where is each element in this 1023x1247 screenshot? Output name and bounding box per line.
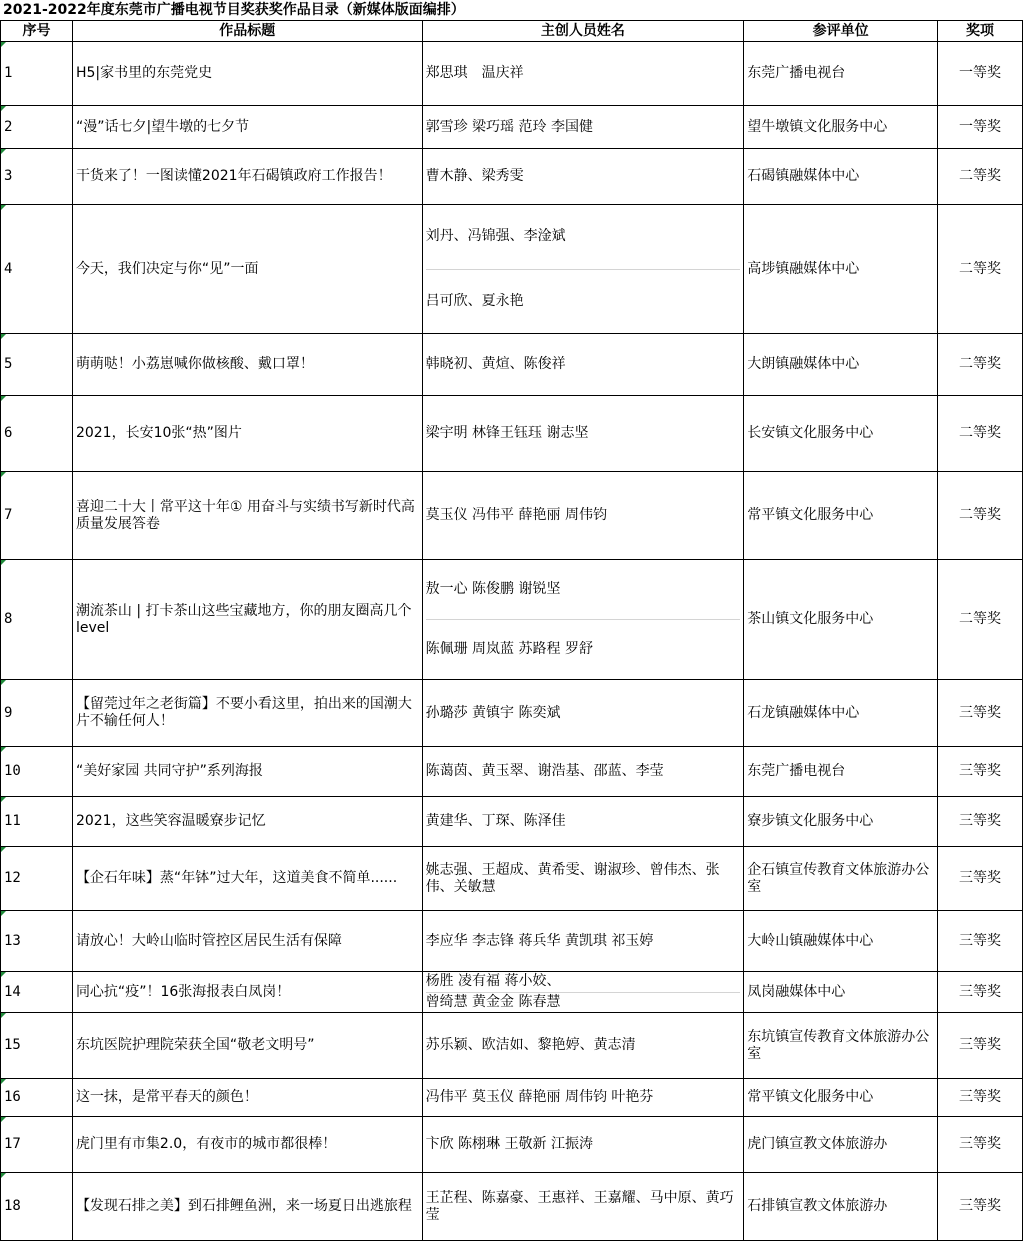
creator-group: 冯伟平 莫玉仪 薛艳丽 周伟钧 叶艳芬 — [425, 1089, 654, 1105]
cell-no: 13 — [1, 911, 73, 972]
creators-list — [426, 396, 741, 471]
cell-award: 一等奖 — [938, 42, 1023, 106]
cell-title: H5|家书里的东莞党史 — [72, 42, 422, 106]
creator-group: 陈蔼茵、黄玉翠、谢浩基、邵蓝、李莹 — [425, 763, 664, 779]
cell-unit: 大朗镇融媒体中心 — [744, 334, 938, 396]
table-body — [1, 42, 1023, 1241]
creator-group: 郭雪珍 梁巧瑶 范玲 李国健 — [425, 118, 593, 135]
creators-list — [426, 847, 741, 910]
cell-creators — [422, 972, 744, 1013]
cell-creators — [422, 106, 744, 149]
creators-list — [426, 1173, 741, 1240]
cell-award: 三等奖 — [938, 1013, 1023, 1079]
cell-title: 2021，长安10张“热”图片 — [72, 396, 422, 472]
cell-award: 三等奖 — [938, 797, 1023, 847]
cell-unit: 望牛墩镇文化服务中心 — [744, 106, 938, 149]
cell-award: 二等奖 — [938, 149, 1023, 205]
cell-no: 7 — [1, 472, 73, 560]
cell-unit: 常平镇文化服务中心 — [744, 1079, 938, 1117]
cell-unit: 高埗镇融媒体中心 — [744, 205, 938, 334]
cell-award: 三等奖 — [938, 972, 1023, 1013]
cell-no: 17 — [1, 1117, 73, 1173]
cell-no: 11 — [1, 797, 73, 847]
table-row — [1, 1079, 1023, 1117]
cell-unit: 企石镇宣传教育文体旅游办公室 — [744, 847, 938, 911]
table-row — [1, 106, 1023, 149]
creators-list — [426, 334, 741, 395]
table-row — [1, 396, 1023, 472]
creator-group: 曹木静、梁秀雯 — [425, 168, 524, 184]
cell-unit: 大岭山镇融媒体中心 — [744, 911, 938, 972]
cell-unit: 东莞广播电视台 — [744, 42, 938, 106]
creators-list — [426, 1013, 741, 1078]
cell-creators — [422, 747, 744, 797]
creator-group: 陈佩珊 周岚蓝 苏路程 罗舒 — [426, 619, 741, 679]
table-row — [1, 797, 1023, 847]
cell-creators — [422, 1173, 744, 1241]
table-row — [1, 205, 1023, 334]
creators-list — [426, 747, 741, 796]
cell-unit: 虎门镇宣教文体旅游办 — [744, 1117, 938, 1173]
cell-no: 1 — [1, 42, 73, 106]
cell-unit: 长安镇文化服务中心 — [744, 396, 938, 472]
cell-title: 萌萌哒！小荔崽喊你做核酸、戴口罩！ — [72, 334, 422, 396]
cell-creators — [422, 334, 744, 396]
cell-award: 三等奖 — [938, 911, 1023, 972]
cell-title: 喜迎二十大丨常平这十年① 用奋斗与实绩书写新时代高质量发展答卷 — [72, 472, 422, 560]
creator-group: 莫玉仪 冯伟平 薛艳丽 周伟钧 — [425, 507, 607, 523]
cell-unit: 石龙镇融媒体中心 — [744, 680, 938, 747]
creators-list — [426, 680, 741, 746]
table-row — [1, 1173, 1023, 1241]
table-row — [1, 334, 1023, 396]
creator-group: 杨胜 凌有福 蒋小姣、 — [425, 973, 561, 990]
cell-award: 三等奖 — [938, 847, 1023, 911]
cell-no: 14 — [1, 972, 73, 1013]
creator-group: 郑思琪 温庆祥 — [425, 65, 524, 81]
table-row — [1, 472, 1023, 560]
creators-list — [426, 1079, 741, 1116]
header-no: 序号 — [1, 21, 73, 42]
cell-creators — [422, 797, 744, 847]
table-row — [1, 560, 1023, 680]
creator-group: 王芷程、陈嘉豪、王惠祥、王嘉耀、马中原、黄巧莹 — [425, 1189, 734, 1223]
cell-unit: 凤岗融媒体中心 — [744, 972, 938, 1013]
cell-title: 2021，这些笑容温暖寮步记忆 — [72, 797, 422, 847]
cell-title: “美好家园 共同守护”系列海报 — [72, 747, 422, 797]
cell-no: 12 — [1, 847, 73, 911]
cell-no: 15 — [1, 1013, 73, 1079]
cell-creators — [422, 396, 744, 472]
cell-title: 今天，我们决定与你“见”一面 — [72, 205, 422, 334]
creator-group: 敖一心 陈俊鹏 谢锐坚 — [425, 581, 561, 597]
cell-title: 【留莞过年之老街篇】不要小看这里，拍出来的国潮大片不输任何人！ — [72, 680, 422, 747]
table-row — [1, 847, 1023, 911]
creator-group: 梁宇明 林锋王钰珏 谢志坚 — [425, 425, 589, 441]
cell-unit: 东莞广播电视台 — [744, 747, 938, 797]
table-row — [1, 680, 1023, 747]
header-title: 作品标题 — [72, 21, 422, 42]
cell-unit: 东坑镇宣传教育文体旅游办公室 — [744, 1013, 938, 1079]
cell-award: 二等奖 — [938, 396, 1023, 472]
creators-list — [426, 472, 741, 559]
cell-creators — [422, 42, 744, 106]
table-row — [1, 149, 1023, 205]
creator-group: 黄建华、丁琛、陈泽佳 — [425, 813, 566, 829]
cell-title: 【发现石排之美】到石排鲤鱼洲，来一场夏日出逃旅程 — [72, 1173, 422, 1241]
cell-creators — [422, 1117, 744, 1173]
cell-title: “漫”话七夕|望牛墩的七夕节 — [72, 106, 422, 149]
table-row — [1, 1013, 1023, 1079]
cell-creators — [422, 472, 744, 560]
creators-list — [426, 972, 741, 1012]
cell-no: 5 — [1, 334, 73, 396]
table-row — [1, 1117, 1023, 1173]
header-unit: 参评单位 — [744, 21, 938, 42]
cell-award: 三等奖 — [938, 680, 1023, 747]
cell-no: 3 — [1, 149, 73, 205]
cell-unit: 石排镇宣教文体旅游办 — [744, 1173, 938, 1241]
creators-list — [426, 106, 741, 148]
cell-award: 三等奖 — [938, 1079, 1023, 1117]
creators-list — [426, 205, 741, 333]
creator-group: 卞欣 陈栩琳 王敬新 江振涛 — [425, 1136, 593, 1152]
cell-no: 9 — [1, 680, 73, 747]
table-row — [1, 972, 1023, 1013]
awards-table — [0, 20, 1023, 1241]
cell-title: 请放心！大岭山临时管控区居民生活有保障 — [72, 911, 422, 972]
header-creators: 主创人员姓名 — [422, 21, 744, 42]
cell-award: 一等奖 — [938, 106, 1023, 149]
cell-creators — [422, 911, 744, 972]
cell-creators — [422, 205, 744, 334]
cell-unit: 石碣镇融媒体中心 — [744, 149, 938, 205]
creators-list — [426, 149, 741, 204]
creators-list — [426, 1117, 741, 1172]
sheet-title: 2021-2022年度东莞市广播电视节目奖获奖作品目录（新媒体版面编排） — [3, 2, 465, 18]
cell-title: 同心抗“疫”！16张海报表白凤岗！ — [72, 972, 422, 1013]
cell-award: 三等奖 — [938, 1173, 1023, 1241]
creator-group: 曾绮慧 黄金金 陈春慧 — [426, 992, 741, 1013]
cell-no: 4 — [1, 205, 73, 334]
creator-group: 刘丹、冯锦强、李淦斌 — [425, 228, 566, 245]
cell-no: 2 — [1, 106, 73, 149]
cell-creators — [422, 847, 744, 911]
creator-group: 韩晓初、黄煊、陈俊祥 — [425, 356, 566, 372]
creators-list — [426, 42, 741, 105]
cell-creators — [422, 680, 744, 747]
creators-list — [426, 911, 741, 971]
cell-title: 这一抹，是常平春天的颜色！ — [72, 1079, 422, 1117]
creators-list — [426, 797, 741, 846]
table-row — [1, 911, 1023, 972]
cell-award: 二等奖 — [938, 560, 1023, 680]
cell-award: 二等奖 — [938, 472, 1023, 560]
cell-title: 干货来了！一图读懂2021年石碣镇政府工作报告！ — [72, 149, 422, 205]
creator-group: 孙璐莎 黄镇宇 陈奕斌 — [425, 704, 561, 721]
cell-unit: 茶山镇文化服务中心 — [744, 560, 938, 680]
cell-no: 16 — [1, 1079, 73, 1117]
cell-creators — [422, 149, 744, 205]
table-row — [1, 747, 1023, 797]
cell-no: 8 — [1, 560, 73, 680]
cell-creators — [422, 1013, 744, 1079]
cell-no: 18 — [1, 1173, 73, 1241]
cell-award: 二等奖 — [938, 334, 1023, 396]
cell-no: 6 — [1, 396, 73, 472]
table-row — [1, 42, 1023, 106]
cell-title: 虎门里有市集2.0，有夜市的城市都很棒！ — [72, 1117, 422, 1173]
cell-award: 三等奖 — [938, 1117, 1023, 1173]
cell-unit: 寮步镇文化服务中心 — [744, 797, 938, 847]
creator-group: 吕可欣、夏永艳 — [426, 269, 741, 334]
cell-no: 10 — [1, 747, 73, 797]
cell-title: 东坑医院护理院荣获全国“敬老文明号” — [72, 1013, 422, 1079]
creator-group: 李应华 李志锋 蒋兵华 黄凯琪 祁玉婷 — [425, 932, 654, 949]
cell-award: 二等奖 — [938, 205, 1023, 334]
cell-creators — [422, 1079, 744, 1117]
header-row — [1, 21, 1023, 42]
header-award: 奖项 — [938, 21, 1023, 42]
cell-unit: 常平镇文化服务中心 — [744, 472, 938, 560]
creator-group: 姚志强、王超成、黄希雯、谢淑珍、曾伟杰、张伟、关敏慧 — [425, 861, 720, 895]
creator-group: 苏乐颖、欧洁如、黎艳婷、黄志清 — [425, 1037, 636, 1053]
cell-title: 【企石年味】蒸“年钵”过大年，这道美食不简单...... — [72, 847, 422, 911]
cell-award: 三等奖 — [938, 747, 1023, 797]
cell-title: 潮流茶山 | 打卡茶山这些宝藏地方，你的朋友圈高几个level — [72, 560, 422, 680]
cell-creators — [422, 560, 744, 680]
creators-list — [426, 560, 741, 679]
